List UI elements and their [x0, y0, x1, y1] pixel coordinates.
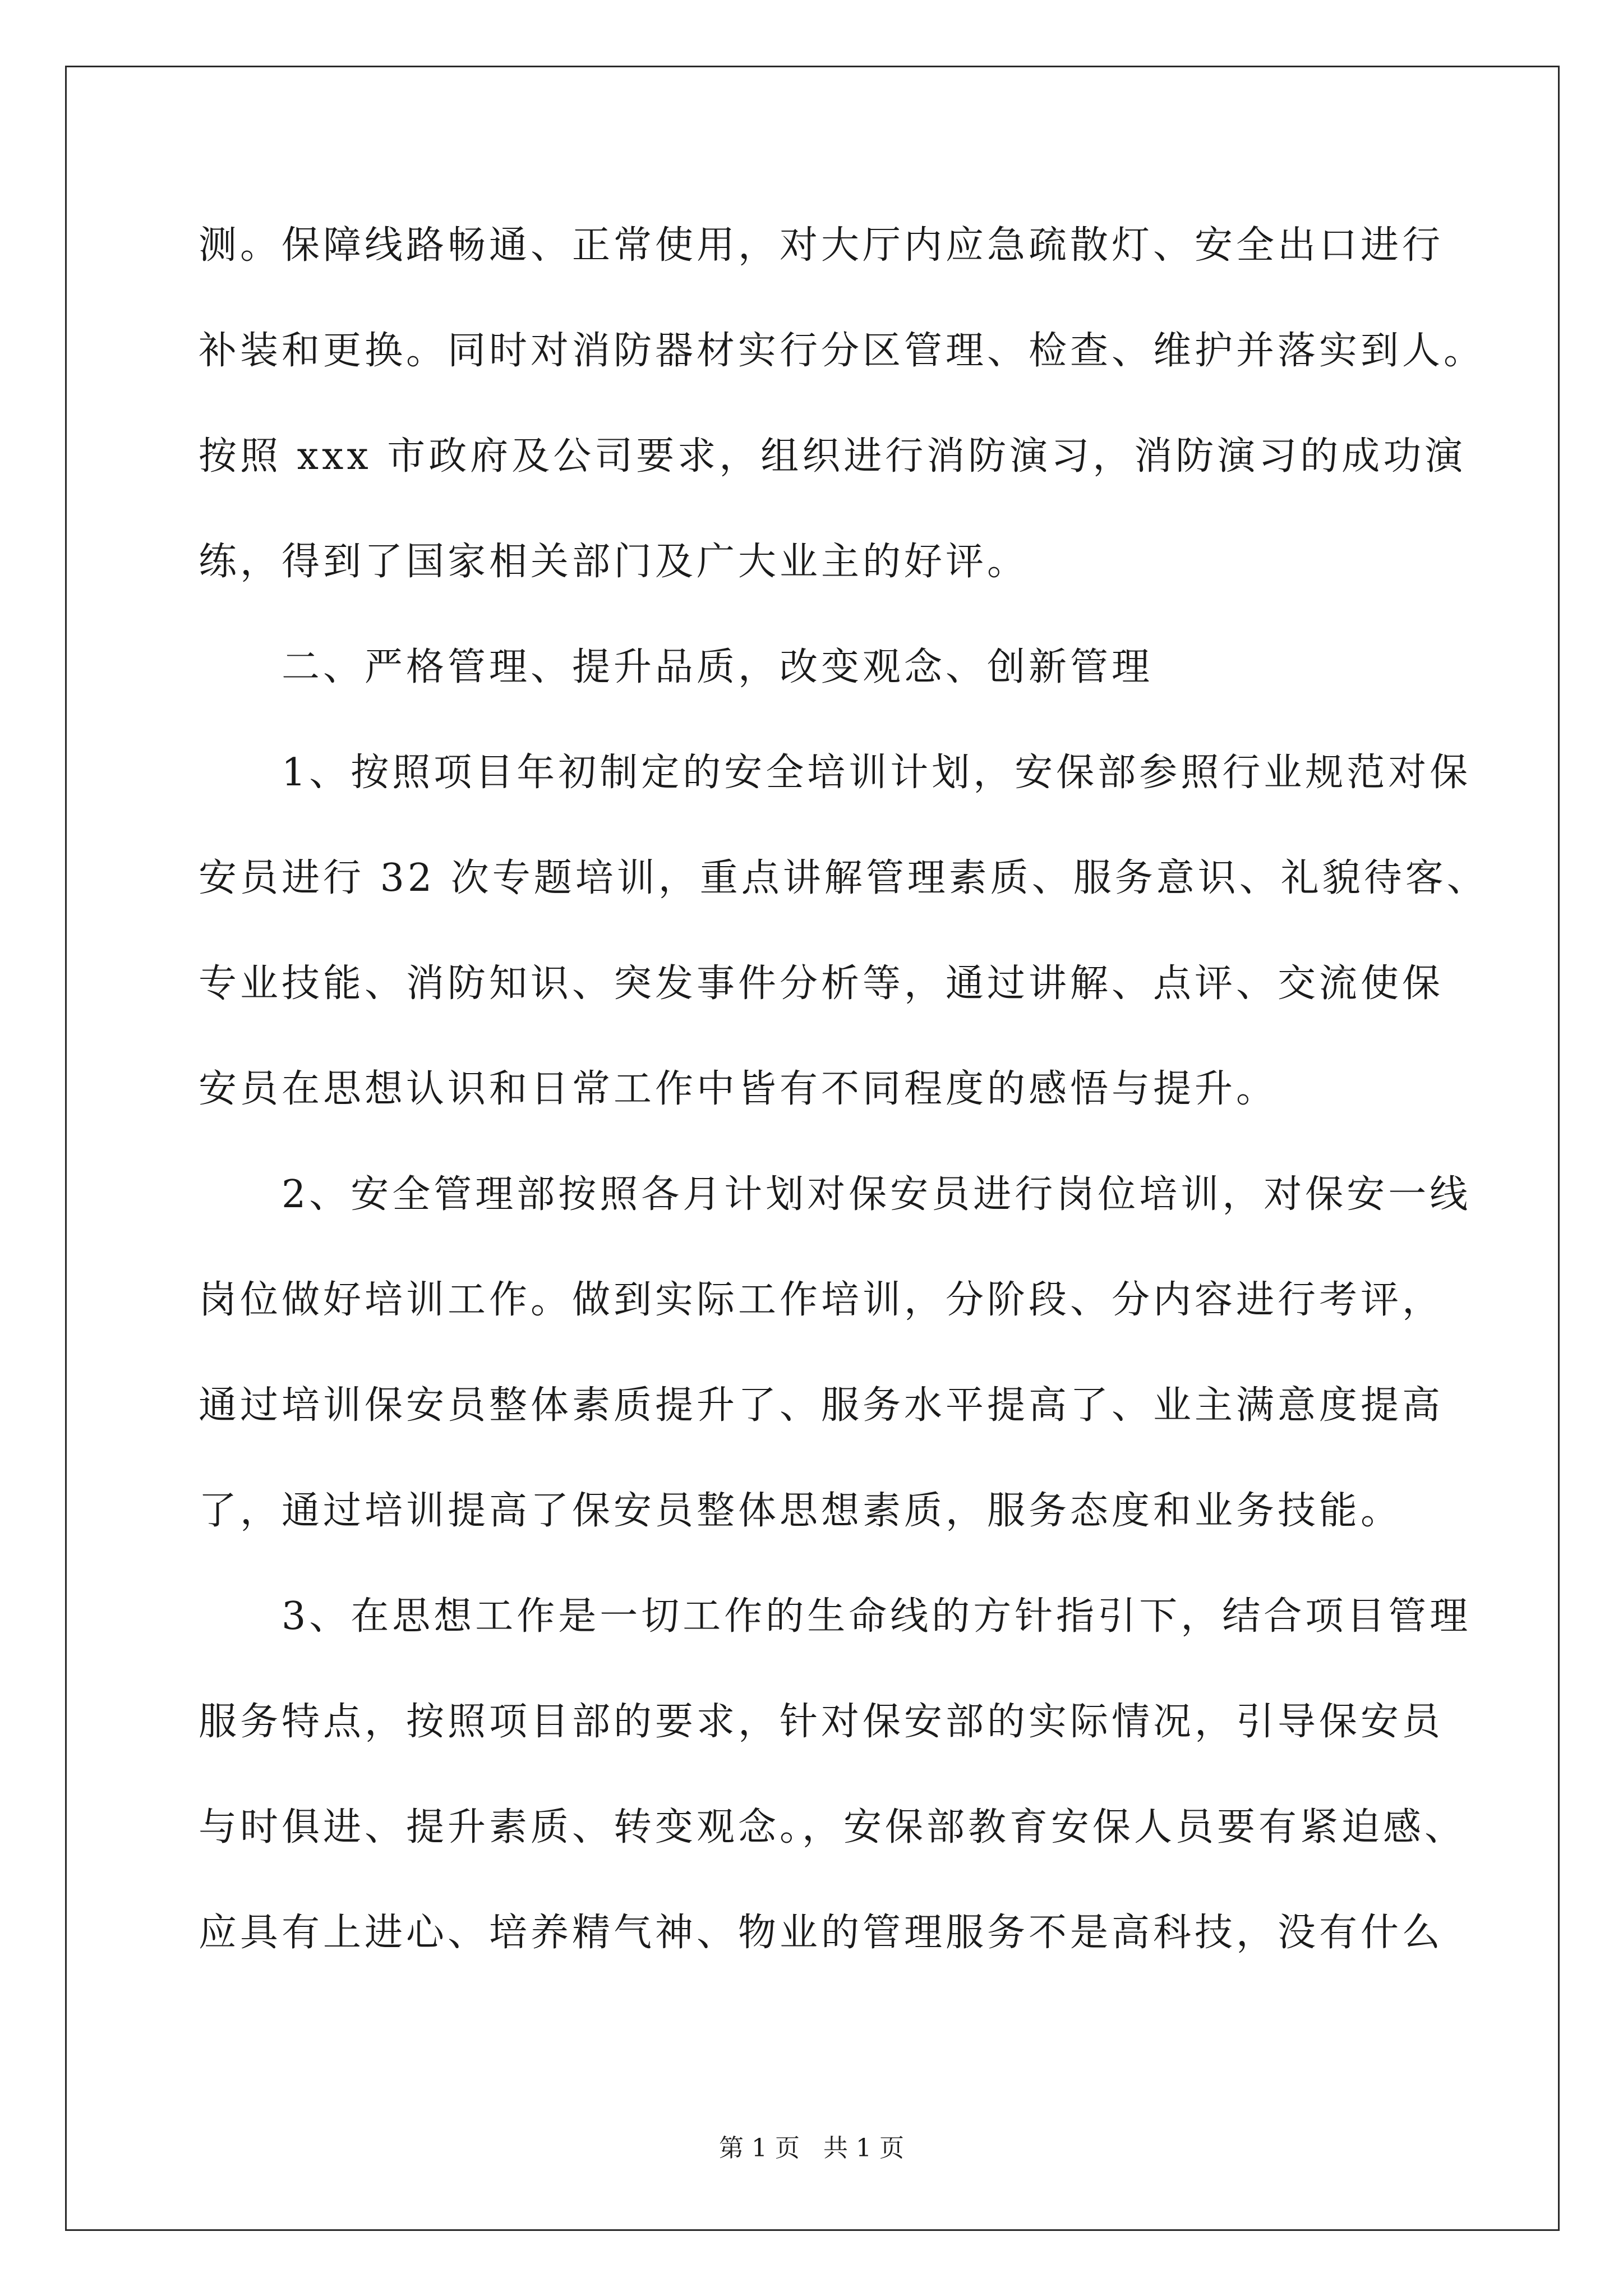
text-line: 2、安全管理部按照各月计划对保安员进行岗位培训，对保安一线	[282, 1172, 1472, 1217]
text-line: 3、在思想工作是一切工作的生命线的方针指引下，结合项目管理	[282, 1594, 1472, 1639]
text-line: 测。保障线路畅通、正常使用，对大厅内应急疏散灯、安全出口进行	[199, 223, 1444, 268]
text-line: 练，得到了国家相关部门及广大业主的好评。	[199, 540, 1029, 584]
text-line: 与时俱进、提升素质、转变观念。，安保部教育安保人员要有紧迫感、	[199, 1805, 1467, 1849]
section-heading: 二、严格管理、提升品质，改变观念、创新管理	[282, 645, 1154, 689]
text-line: 岗位做好培训工作。做到实际工作培训，分阶段、分内容进行考评，	[199, 1278, 1444, 1322]
text-line: 安员在思想认识和日常工作中皆有不同程度的感悟与提升。	[199, 1067, 1278, 1111]
text-line: 专业技能、消防知识、突发事件分析等，通过讲解、点评、交流使保	[199, 961, 1444, 1006]
text-line: 按照 xxx 市政府及公司要求，组织进行消防演习，消防演习的成功演	[199, 434, 1467, 478]
text-line: 补装和更换。同时对消防器材实行分区管理、检查、维护并落实到人。	[199, 329, 1486, 373]
text-line: 应具有上进心、培养精气神、物业的管理服务不是高科技，没有什么	[199, 1911, 1444, 1955]
text-line: 了，通过培训提高了保安员整体思想素质，服务态度和业务技能。	[199, 1489, 1403, 1533]
text-line: 安员进行 32 次专题培训，重点讲解管理素质、服务意识、礼貌待客、	[199, 856, 1488, 900]
text-line: 服务特点，按照项目部的要求，针对保安部的实际情况，引导保安员	[199, 1700, 1444, 1744]
text-line: 1、按照项目年初制定的安全培训计划，安保部参照行业规范对保	[282, 751, 1472, 795]
text-line: 通过培训保安员整体素质提升了、服务水平提高了、业主满意度提高	[199, 1383, 1444, 1428]
page-number: 第 1 页 共 1 页	[719, 2134, 904, 2162]
